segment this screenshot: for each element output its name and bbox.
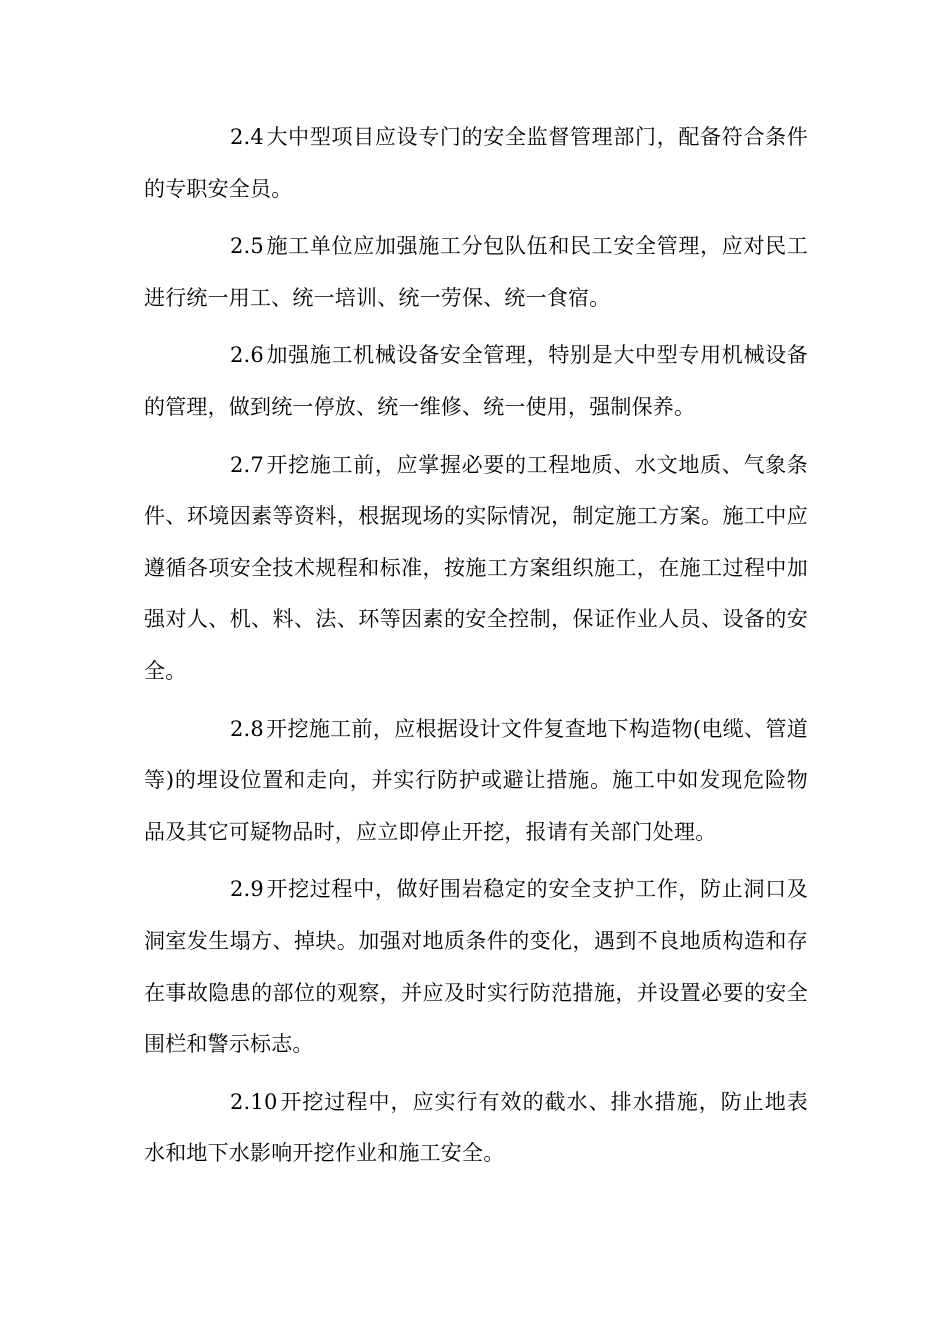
clause-number: 2.4 [230,125,264,149]
clause-text: 加强施工机械设备安全管理，特别是大中型专用机械设备的管理，做到统一停放、统一维修、统一使用，强制保养。 [144,343,808,419]
paragraph-2-9 [144,864,808,1070]
paragraph-2-7 [144,440,808,698]
clause-number: 2.6 [230,343,264,368]
clause-text: 开挖过程中，做好围岩稳定的安全支护工作，防止洞口及洞室发生塌方、掉块。加强对地质条件的变化，遇到不良地质构造和存在事故隐患的部位的观察，并应及时实行防范措施，并设置必要的安全围栏和警示标志。 [144,877,808,1057]
document-body [144,112,808,1186]
clause-number: 2.5 [230,234,264,259]
paragraph-2-4 [144,112,808,215]
clause-number: 2.9 [230,877,264,902]
clause-number: 2.10 [230,1089,278,1114]
clause-text: 大中型项目应设专门的安全监督管理部门，配备符合条件的专职安全员。 [144,125,808,201]
clause-text: 开挖施工前，应掌握必要的工程地质、水文地质、气象条件、环境因素等资料，根据现场的实际情况，制定施工方案。施工中应遵循各项安全技术规程和标准，按施工方案组织施工，在施工过程中加强对人、机、料、法、环等因素的安全控制，保证作业人员、设备的安全。 [144,452,808,683]
clause-text: 开挖施工前，应根据设计文件复查地下构造物(电缆、管道等)的埋设位置和走向，并实行防护或避让措施。施工中如发现危险物品及其它可疑物品时，应立即停止开挖，报请有关部门处理。 [144,716,808,844]
paragraph-2-8 [144,704,808,859]
paragraph-2-10 [144,1077,808,1180]
clause-text: 施工单位应加强施工分包队伍和民工安全管理，应对民工进行统一用工、统一培训、统一劳保、统一食宿。 [144,234,808,310]
clause-text: 开挖过程中，应实行有效的截水、排水措施，防止地表水和地下水影响开挖作业和施工安全。 [144,1089,808,1166]
paragraph-2-6 [144,330,808,433]
paragraph-2-5 [144,221,808,324]
clause-number: 2.7 [230,452,264,477]
clause-number: 2.8 [230,716,264,741]
